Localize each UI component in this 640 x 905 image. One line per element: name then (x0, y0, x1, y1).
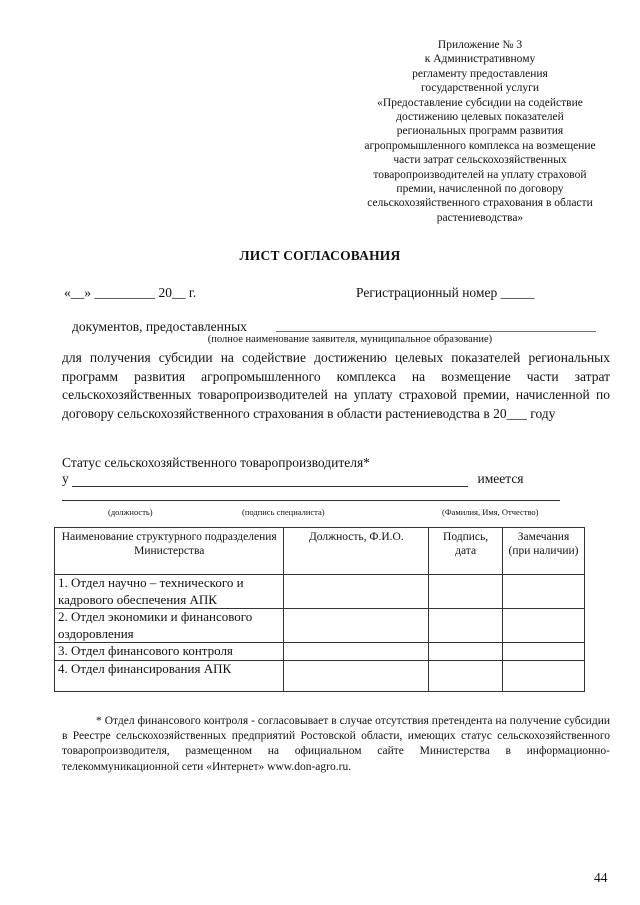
annex-line: государственной услуги (420, 82, 540, 95)
annex-line: к Административному (424, 53, 536, 66)
applicant-name-hint: (полное наименование заявителя, муниципальное образование) (207, 334, 493, 345)
annex-line: премии, начисленной по договору (396, 183, 564, 196)
empty-cell (429, 660, 503, 691)
empty-cell (429, 643, 503, 661)
header-signature-date: Подпись, дата (429, 528, 503, 575)
status-suffix: имеется (477, 471, 524, 486)
page-number: 44 (594, 870, 608, 885)
empty-cell (503, 575, 585, 609)
annex-line: регламенту предоставления (412, 67, 548, 80)
annex-line: товаропроизводителей на уплату страховой (373, 168, 587, 181)
empty-cell (284, 609, 429, 643)
empty-cell (284, 660, 429, 691)
documents-label: документов, предоставленных (72, 319, 247, 334)
empty-cell (429, 575, 503, 609)
department-cell: 3. Отдел финансового контроля (55, 643, 284, 661)
empty-cell (503, 609, 585, 643)
annex-line: Приложение № 3 (437, 39, 523, 51)
department-cell: 2. Отдел экономики и финансового оздоровления (55, 609, 284, 643)
header-position-name: Должность, Ф.И.О. (284, 528, 429, 575)
empty-cell (284, 643, 429, 661)
date-field: «__» _________ 20__ г. (64, 285, 197, 300)
purpose-paragraph: для получения субсидии на содействие достижению целевых показателей региональных программ развития агропромышленного комплекса на возмещение части затрат сельскохозяйственных товаропроизводителей на уплату страховой премии, начисленной по договору сельскохозяйственного страхования в области растениеводства в 20___ году (62, 350, 610, 421)
empty-cell (503, 643, 585, 661)
status-label: Статус сельскохозяйственного товаропроизводителя* (62, 455, 370, 470)
annex-line: сельскохозяйственного страхования в области (367, 197, 593, 210)
annex-header (330, 38, 630, 225)
table-header-row (55, 528, 585, 575)
status-blank-line (72, 472, 468, 487)
footnote-text: * Отдел финансового контроля - согласовывает в случае отсутствия претендента на получение субсидии в Реестре сельскохозяйственных предприятий Ростовской области, имеющих статус сельскохозяйственного товаропроизводителя, размещенном на официальном сайте Министерства в информационно-телекоммуникационной сети «Интернет» www.don-agro.ru. (62, 715, 610, 773)
registration-number-field: Регистрационный номер _____ (356, 285, 535, 300)
table-row (55, 660, 585, 691)
status-prefix: у (62, 471, 69, 486)
annex-line: агропромышленного комплекса на возмещение (364, 139, 596, 152)
signature-line (62, 500, 560, 501)
empty-cell (503, 660, 585, 691)
table-row (55, 643, 585, 661)
annex-line: части затрат сельскохозяйственных (393, 154, 567, 167)
signature-caption: (подпись специалиста) (242, 507, 325, 517)
status-line (62, 471, 524, 487)
empty-cell (429, 609, 503, 643)
approval-table (54, 527, 585, 692)
annex-line: региональных программ развития (396, 125, 564, 138)
empty-cell (284, 575, 429, 609)
annex-line: «Предоставление субсидии на содействие (377, 96, 583, 109)
footnote (62, 714, 610, 775)
annex-line: достижению целевых показателей (396, 111, 564, 124)
position-caption: (должность) (108, 507, 153, 517)
department-cell: 4. Отдел финансирования АПК (55, 660, 284, 691)
name-caption: (Фамилия, Имя, Отчество) (442, 507, 539, 517)
header-remarks: Замечания (при наличии) (503, 528, 585, 575)
table-row (55, 575, 585, 609)
header-department: Наименование структурного подразделения Министерства (55, 528, 284, 575)
applicant-name-line (276, 331, 596, 332)
annex-line: растениеводства» (436, 211, 524, 224)
document-title: ЛИСТ СОГЛАСОВАНИЯ (239, 248, 401, 263)
table-row (55, 609, 585, 643)
department-cell: 1. Отдел научно – технического и кадрового обеспечения АПК (55, 575, 284, 609)
